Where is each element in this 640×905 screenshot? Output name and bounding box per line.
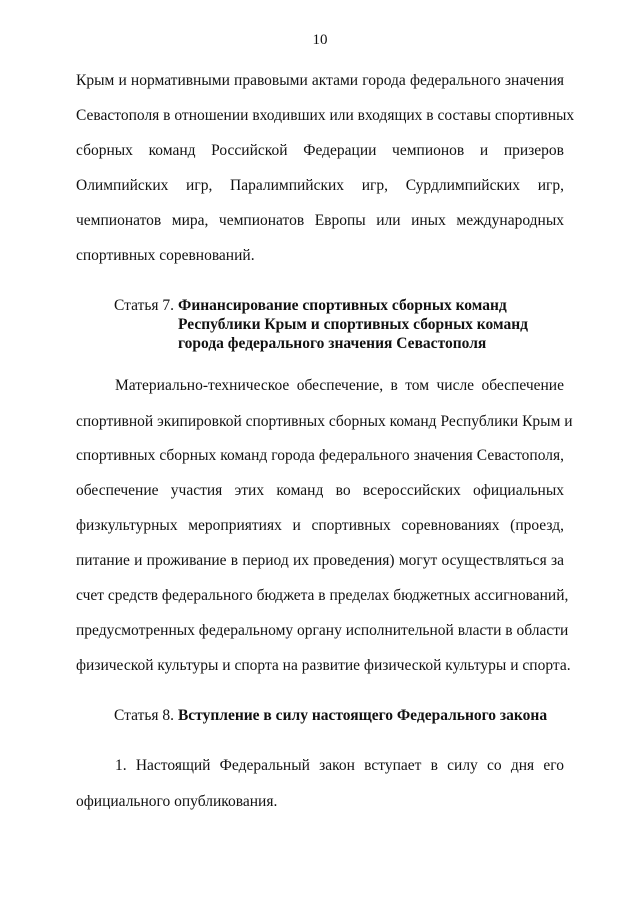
intro-line-3: сборных команд Российской Федерации чемпионов и призеров — [76, 142, 564, 159]
article7-body-line-6: питание и проживание в период их проведения) могут осуществляться за — [76, 552, 564, 569]
article7-title — [178, 296, 528, 353]
article8-body-line-1: 1. Настоящий Федеральный закон вступает в силу со дня его — [115, 757, 564, 774]
article7-body-line-7: счет средств федерального бюджета в пределах бюджетных ассигнований, — [76, 587, 569, 604]
intro-line-5: чемпионатов мира, чемпионатов Европы или иных международных — [76, 212, 564, 229]
article7-body-line-9: физической культуры и спорта на развитие физической культуры и спорта. — [76, 657, 571, 674]
article7-body-line-2: спортивной экипировкой спортивных сборных команд Республики Крым и — [76, 413, 573, 430]
article8-title: Вступление в силу настоящего Федерального закона — [177, 707, 548, 724]
article8-heading — [114, 706, 547, 726]
intro-line-6: спортивных соревнований. — [76, 247, 255, 264]
intro-line-4: Олимпийских игр, Паралимпийских игр, Сурдлимпийских игр, — [76, 177, 564, 194]
intro-line-1: Крым и нормативными правовыми актами города федерального значения — [76, 72, 564, 89]
article7-title-line-1: Финансирование спортивных сборных команд — [178, 297, 507, 314]
page-number: 10 — [312, 32, 328, 48]
article7-body-line-3: спортивных сборных команд города федерального значения Севастополя, — [76, 447, 564, 464]
intro-line-2: Севастополя в отношении входивших или входящих в составы спортивных — [76, 107, 575, 124]
article7-body-line-8: предусмотренных федеральному органу исполнительной власти в области — [76, 622, 569, 639]
article7-body-line-4: обеспечение участия этих команд во всероссийских официальных — [76, 482, 564, 499]
article7-title-line-3: города федерального значения Севастополя — [178, 335, 487, 352]
article8-label: Статья 8. — [114, 707, 175, 724]
article7-body-line-5: физкультурных мероприятиях и спортивных соревнованиях (проезд, — [76, 517, 564, 534]
article7-label: Статья 7. — [114, 297, 175, 314]
article7-heading — [114, 296, 528, 352]
article7-title-line-2: Республики Крым и спортивных сборных команд — [178, 316, 528, 333]
article7-body-line-1: Материально-техническое обеспечение, в том числе обеспечение — [115, 377, 564, 394]
article8-body-line-2: официального опубликования. — [76, 793, 278, 810]
